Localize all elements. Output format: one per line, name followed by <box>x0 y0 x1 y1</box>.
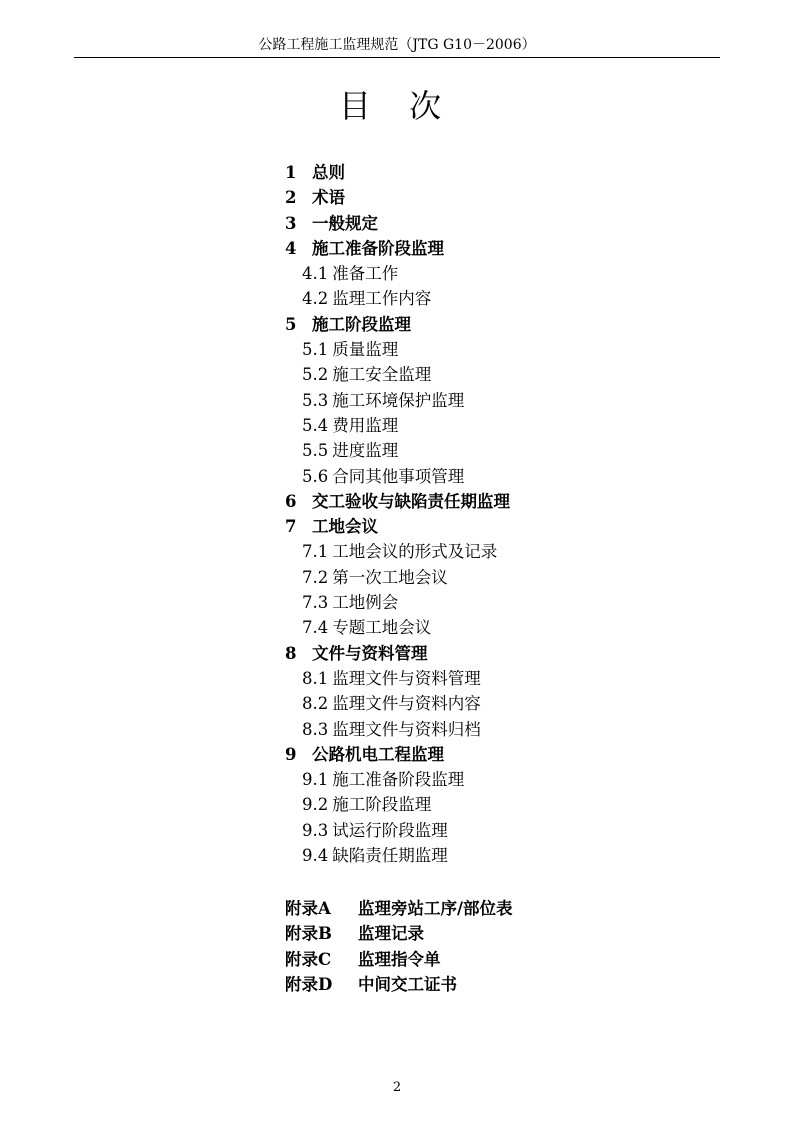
toc-text: 施工阶段监理 <box>332 795 432 815</box>
toc-number: 5.3 <box>302 390 329 410</box>
toc-chapter <box>285 489 510 514</box>
toc-number: 8.1 <box>302 668 329 688</box>
toc-text: 工地例会 <box>332 593 399 613</box>
appendix-label: 附录C <box>285 949 332 969</box>
toc-text: 工地会议 <box>312 517 378 537</box>
page-number: 2 <box>392 1080 402 1095</box>
toc-number: 4.2 <box>302 289 329 309</box>
toc-number: 6 <box>285 491 297 511</box>
toc-number: 7.4 <box>302 618 329 638</box>
toc-number: 7.3 <box>302 593 329 613</box>
toc-text: 监理文件与资料归档 <box>332 719 481 739</box>
toc-section <box>285 818 510 843</box>
toc-section <box>285 388 510 413</box>
toc-section <box>285 767 510 792</box>
toc-number: 2 <box>285 188 297 208</box>
toc-text: 施工安全监理 <box>332 365 432 385</box>
toc-number: 5.2 <box>302 365 329 385</box>
toc-text: 工地会议的形式及记录 <box>332 542 498 562</box>
toc-text: 质量监理 <box>332 340 399 360</box>
toc-text: 公路机电工程监理 <box>312 744 444 764</box>
toc-text: 准备工作 <box>332 264 399 284</box>
toc-number: 3 <box>285 213 297 233</box>
toc-section <box>285 261 510 286</box>
toc-section <box>285 691 510 716</box>
appendix-item <box>285 921 513 946</box>
toc-number: 5.5 <box>302 441 329 461</box>
toc-section <box>285 438 510 463</box>
toc-section <box>285 362 510 387</box>
toc-text: 监理文件与资料管理 <box>332 668 481 688</box>
appendix-item <box>285 947 513 972</box>
toc-text: 专题工地会议 <box>332 618 432 638</box>
appendix-label: 附录B <box>285 924 332 944</box>
appendix-text: 监理指令单 <box>358 949 441 969</box>
appendix-label: 附录D <box>285 974 333 994</box>
appendix-item <box>285 896 513 921</box>
toc-number: 9.3 <box>302 820 329 840</box>
toc-text: 缺陷责任期监理 <box>332 846 448 866</box>
toc-number: 5.6 <box>302 466 329 486</box>
appendix-list <box>285 896 513 997</box>
toc-number: 9 <box>285 744 297 764</box>
table-of-contents <box>285 160 510 868</box>
toc-section <box>285 792 510 817</box>
toc-text: 试运行阶段监理 <box>332 820 448 840</box>
toc-text: 施工阶段监理 <box>312 314 411 334</box>
toc-number: 7 <box>285 517 297 537</box>
toc-number: 7.2 <box>302 567 329 587</box>
appendix-text: 监理旁站工序/部位表 <box>358 899 513 918</box>
toc-chapter <box>285 160 510 185</box>
toc-chapter <box>285 312 510 337</box>
toc-section <box>285 843 510 868</box>
toc-section <box>285 666 510 691</box>
toc-number: 9.1 <box>302 770 329 790</box>
toc-section <box>285 413 510 438</box>
toc-text: 文件与资料管理 <box>312 643 428 663</box>
toc-number: 4.1 <box>302 264 329 284</box>
toc-text: 监理文件与资料内容 <box>332 694 481 714</box>
toc-section <box>285 565 510 590</box>
toc-text: 监理工作内容 <box>332 289 432 309</box>
toc-chapter <box>285 641 510 666</box>
header-rule <box>74 57 720 58</box>
appendix-label: 附录A <box>285 899 331 918</box>
toc-text: 交工验收与缺陷责任期监理 <box>312 491 510 511</box>
toc-chapter <box>285 185 510 210</box>
toc-section <box>285 286 510 311</box>
appendix-item <box>285 972 513 997</box>
toc-number: 9.2 <box>302 795 329 815</box>
toc-text: 合同其他事项管理 <box>332 466 465 486</box>
toc-section <box>285 337 510 362</box>
toc-number: 5.1 <box>302 340 329 360</box>
toc-text: 施工准备阶段监理 <box>332 770 465 790</box>
toc-number: 8 <box>285 643 297 663</box>
toc-text: 施工准备阶段监理 <box>312 238 444 258</box>
toc-section <box>285 717 510 742</box>
running-header: 公路工程施工监理规范（JTG G10－2006） <box>258 37 536 53</box>
toc-number: 5.4 <box>302 415 329 435</box>
toc-number: 1 <box>285 163 297 182</box>
toc-text: 一般规定 <box>312 213 378 233</box>
toc-text: 进度监理 <box>332 441 399 461</box>
toc-section <box>285 615 510 640</box>
toc-section <box>285 464 510 489</box>
toc-chapter <box>285 742 510 767</box>
toc-chapter <box>285 211 510 236</box>
toc-number: 9.4 <box>302 846 329 866</box>
appendix-text: 中间交工证书 <box>358 974 457 994</box>
toc-chapter <box>285 236 510 261</box>
toc-chapter <box>285 514 510 539</box>
toc-number: 8.3 <box>302 719 329 739</box>
toc-text: 第一次工地会议 <box>332 567 448 587</box>
page-title: 目 次 <box>338 87 456 125</box>
toc-section <box>285 590 510 615</box>
toc-number: 8.2 <box>302 694 329 714</box>
toc-number: 4 <box>285 238 297 258</box>
toc-text: 施工环境保护监理 <box>332 390 465 410</box>
toc-text: 费用监理 <box>332 415 399 435</box>
toc-text: 总则 <box>312 163 345 182</box>
appendix-text: 监理记录 <box>358 924 424 944</box>
toc-section <box>285 539 510 564</box>
toc-text: 术语 <box>312 188 345 208</box>
toc-number: 5 <box>285 314 297 334</box>
toc-number: 7.1 <box>302 542 329 562</box>
